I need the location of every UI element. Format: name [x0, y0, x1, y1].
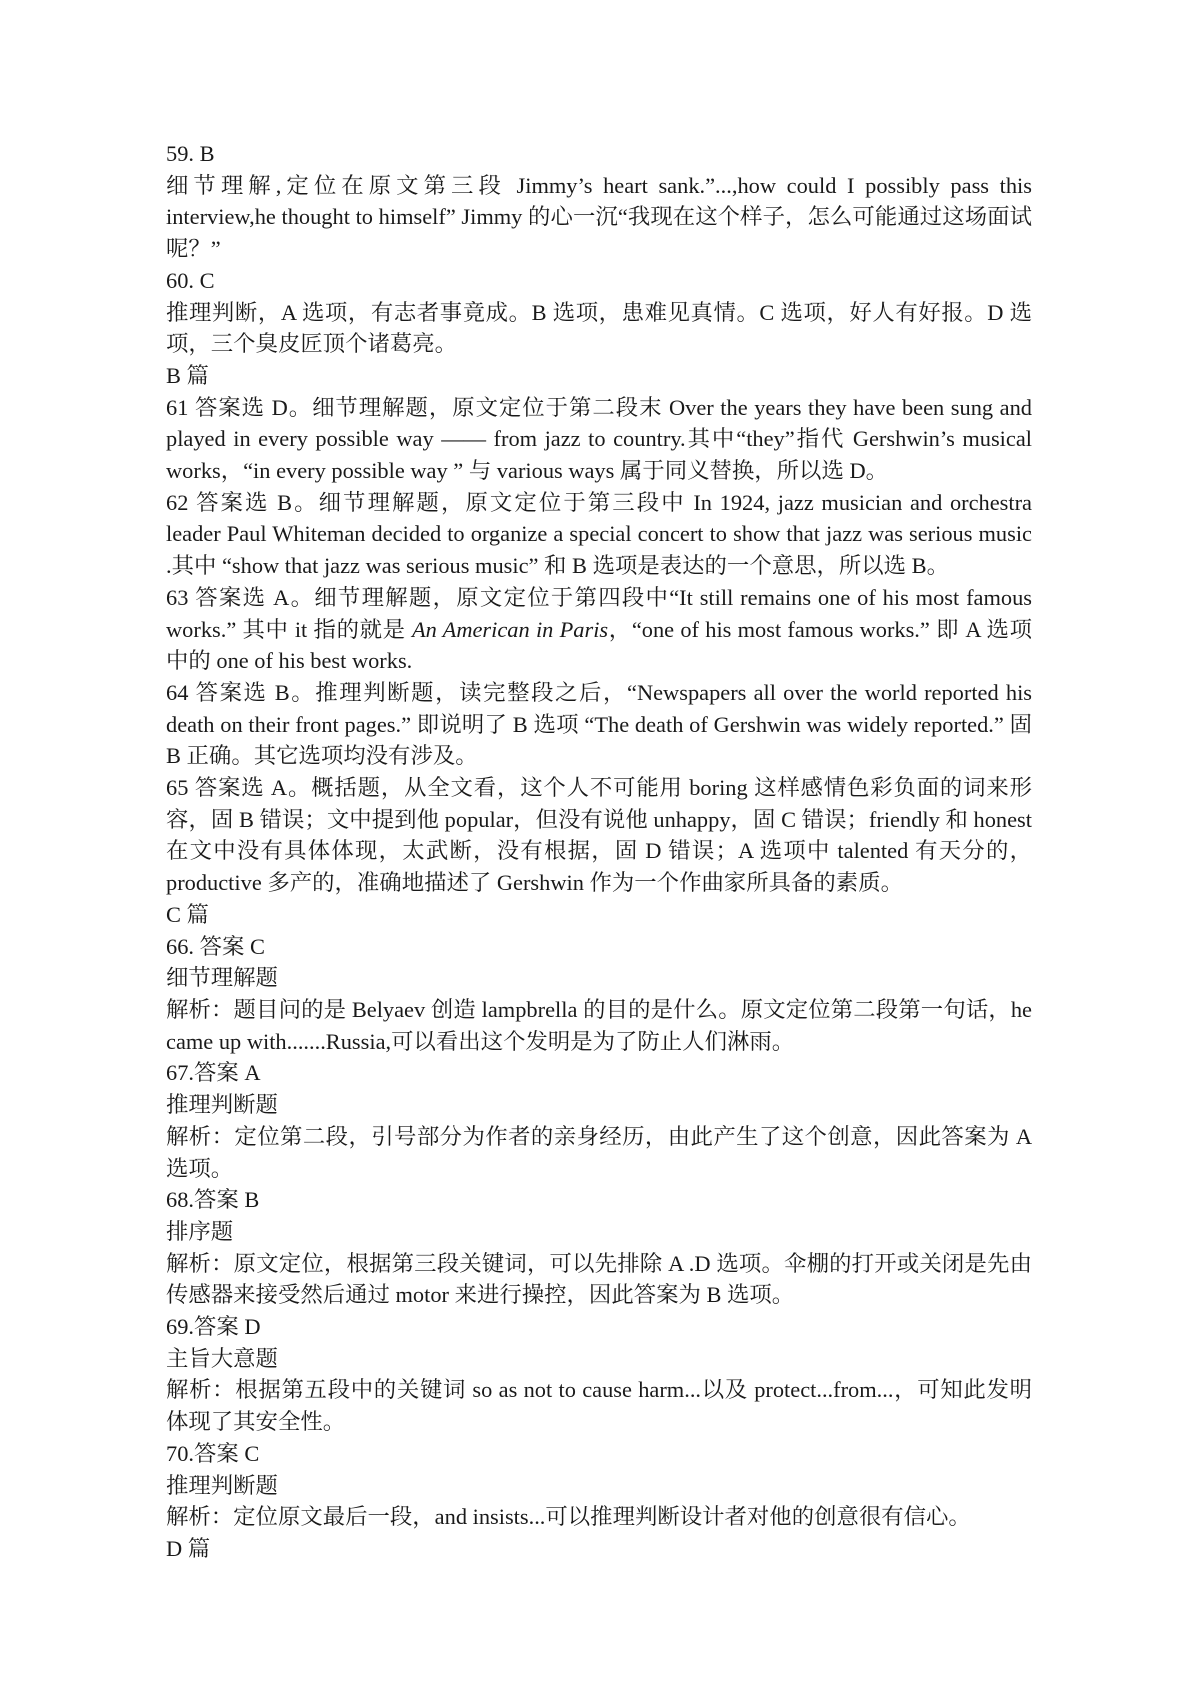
section-heading — [166, 1533, 1032, 1565]
text-run: 62 答案选 B。细节理解题，原文定位于第三段中 In 1924, jazz musician and orchestra leader Paul Whiteman decided to organize a special concert to show that jazz was serious music .其中 “show that jazz was serious music” 和 B 选项是表达的一个意思，所以选 B。 — [166, 489, 1032, 579]
text-run: 推理判断题 — [166, 1472, 278, 1498]
italic-text-run: An American in Paris — [411, 616, 609, 642]
text-run: C 篇 — [166, 901, 209, 927]
text-run: 解析：原文定位，根据第三段关键词，可以先排除 A .D 选项。伞棚的打开或关闭是先由传感器来接受然后通过 motor 来进行操控，因此答案为 B 选项。 — [166, 1250, 1032, 1308]
text-run: ，“one of his most famous works.” 即 A 选项中的 one of his best works. — [166, 616, 1032, 674]
explanation-line — [166, 297, 1032, 360]
answer-line — [166, 265, 1032, 297]
question-type-line — [166, 1089, 1032, 1121]
explanation-line — [166, 1501, 1032, 1533]
section-heading — [166, 360, 1032, 392]
text-run: 65 答案选 A。概括题，从全文看，这个人不可能用 boring 这样感情色彩负面的词来形容，固 B 错误；文中提到他 popular，但没有说他 unhappy，固 C 错误；friendly 和 honest 在文中没有具体体现，太武断，没有根据，固 D 错误；A 选项中 talented 有天分的，productive 多产的，准确地描述了 Gershwin 作为一个作曲家所具备的素质。 — [166, 775, 1032, 896]
answer-line — [166, 138, 1032, 170]
explanation-line — [166, 1248, 1032, 1311]
text-run: 66. 答案 C — [166, 933, 265, 959]
text-run: 推理判断题 — [166, 1092, 278, 1118]
text-run: 59. B — [166, 141, 215, 166]
answer-explanation-line — [166, 677, 1032, 772]
answer-line — [166, 1311, 1032, 1343]
explanation-line — [166, 994, 1032, 1057]
section-heading — [166, 899, 1032, 931]
text-run: 解析：题目问的是 Belyaev 创造 lampbrella 的目的是什么。原文定位第二段第一句话，he came up with.......Russia,可以看出这个发明是为了防止人们淋雨。 — [166, 996, 1032, 1054]
text-run: 67.答案 A — [166, 1060, 261, 1086]
text-run: 细节理解,定位在原文第三段 Jimmy’s heart sank.”...,how could I possibly pass this interview,he thought to himself” Jimmy 的心一沉“我现在这个样子，怎么可能通过这场面试呢？” — [166, 172, 1032, 262]
answer-line — [166, 1057, 1032, 1089]
text-run: 主旨大意题 — [166, 1345, 278, 1371]
question-type-line — [166, 962, 1032, 994]
text-run: 61 答案选 D。细节理解题，原文定位于第二段末 Over the years they have been sung and played in every possible way —— from jazz to country.其中“they”指代 Gershwin’s musical works，“in every possible way ” 与 various ways 属于同义替换，所以选 D。 — [166, 394, 1032, 484]
answer-line — [166, 1184, 1032, 1216]
question-type-line — [166, 1470, 1032, 1502]
text-run: 64 答案选 B。推理判断题，读完整段之后，“Newspapers all over the world reported his death on their front pages.” 即说明了 B 选项 “The death of Gershwin was widely reported.” 固 B 正确。其它选项均没有涉及。 — [166, 679, 1032, 769]
answer-key-text — [166, 138, 1032, 1565]
answer-explanation-line — [166, 582, 1032, 677]
question-type-line — [166, 1216, 1032, 1248]
explanation-line — [166, 170, 1032, 265]
answer-explanation-line — [166, 392, 1032, 487]
answer-explanation-line — [166, 772, 1032, 899]
explanation-line — [166, 1121, 1032, 1184]
text-run: 排序题 — [166, 1218, 234, 1244]
text-run: 解析：定位原文最后一段，and insists...可以推理判断设计者对他的创意很有信心。 — [166, 1504, 971, 1530]
text-run: 解析：定位第二段，引号部分为作者的亲身经历，由此产生了这个创意，因此答案为 A 选项。 — [166, 1123, 1032, 1181]
text-run: 推理判断，A 选项，有志者事竟成。B 选项，患难见真情。C 选项，好人有好报。D 选项，三个臭皮匠顶个诸葛亮。 — [166, 299, 1032, 357]
text-run: 68.答案 B — [166, 1187, 260, 1213]
text-run: 69.答案 D — [166, 1314, 261, 1340]
question-type-line — [166, 1343, 1032, 1375]
answer-explanation-line — [166, 487, 1032, 582]
text-run: D 篇 — [166, 1535, 211, 1561]
explanation-line — [166, 1374, 1032, 1437]
answer-line — [166, 931, 1032, 963]
text-run: 60. C — [166, 267, 215, 293]
text-run: B 篇 — [166, 362, 209, 388]
text-run: 细节理解题 — [166, 965, 278, 991]
answer-line — [166, 1438, 1032, 1470]
text-run: 63 答案选 A。细节理解题，原文定位于第四段中“It still remains one of his most famous works.” 其中 it 指的就是 — [166, 584, 1032, 642]
text-run: 70.答案 C — [166, 1440, 260, 1466]
text-run: 解析：根据第五段中的关键词 so as not to cause harm...以及 protect...from...，可知此发明体现了其安全性。 — [166, 1377, 1032, 1435]
